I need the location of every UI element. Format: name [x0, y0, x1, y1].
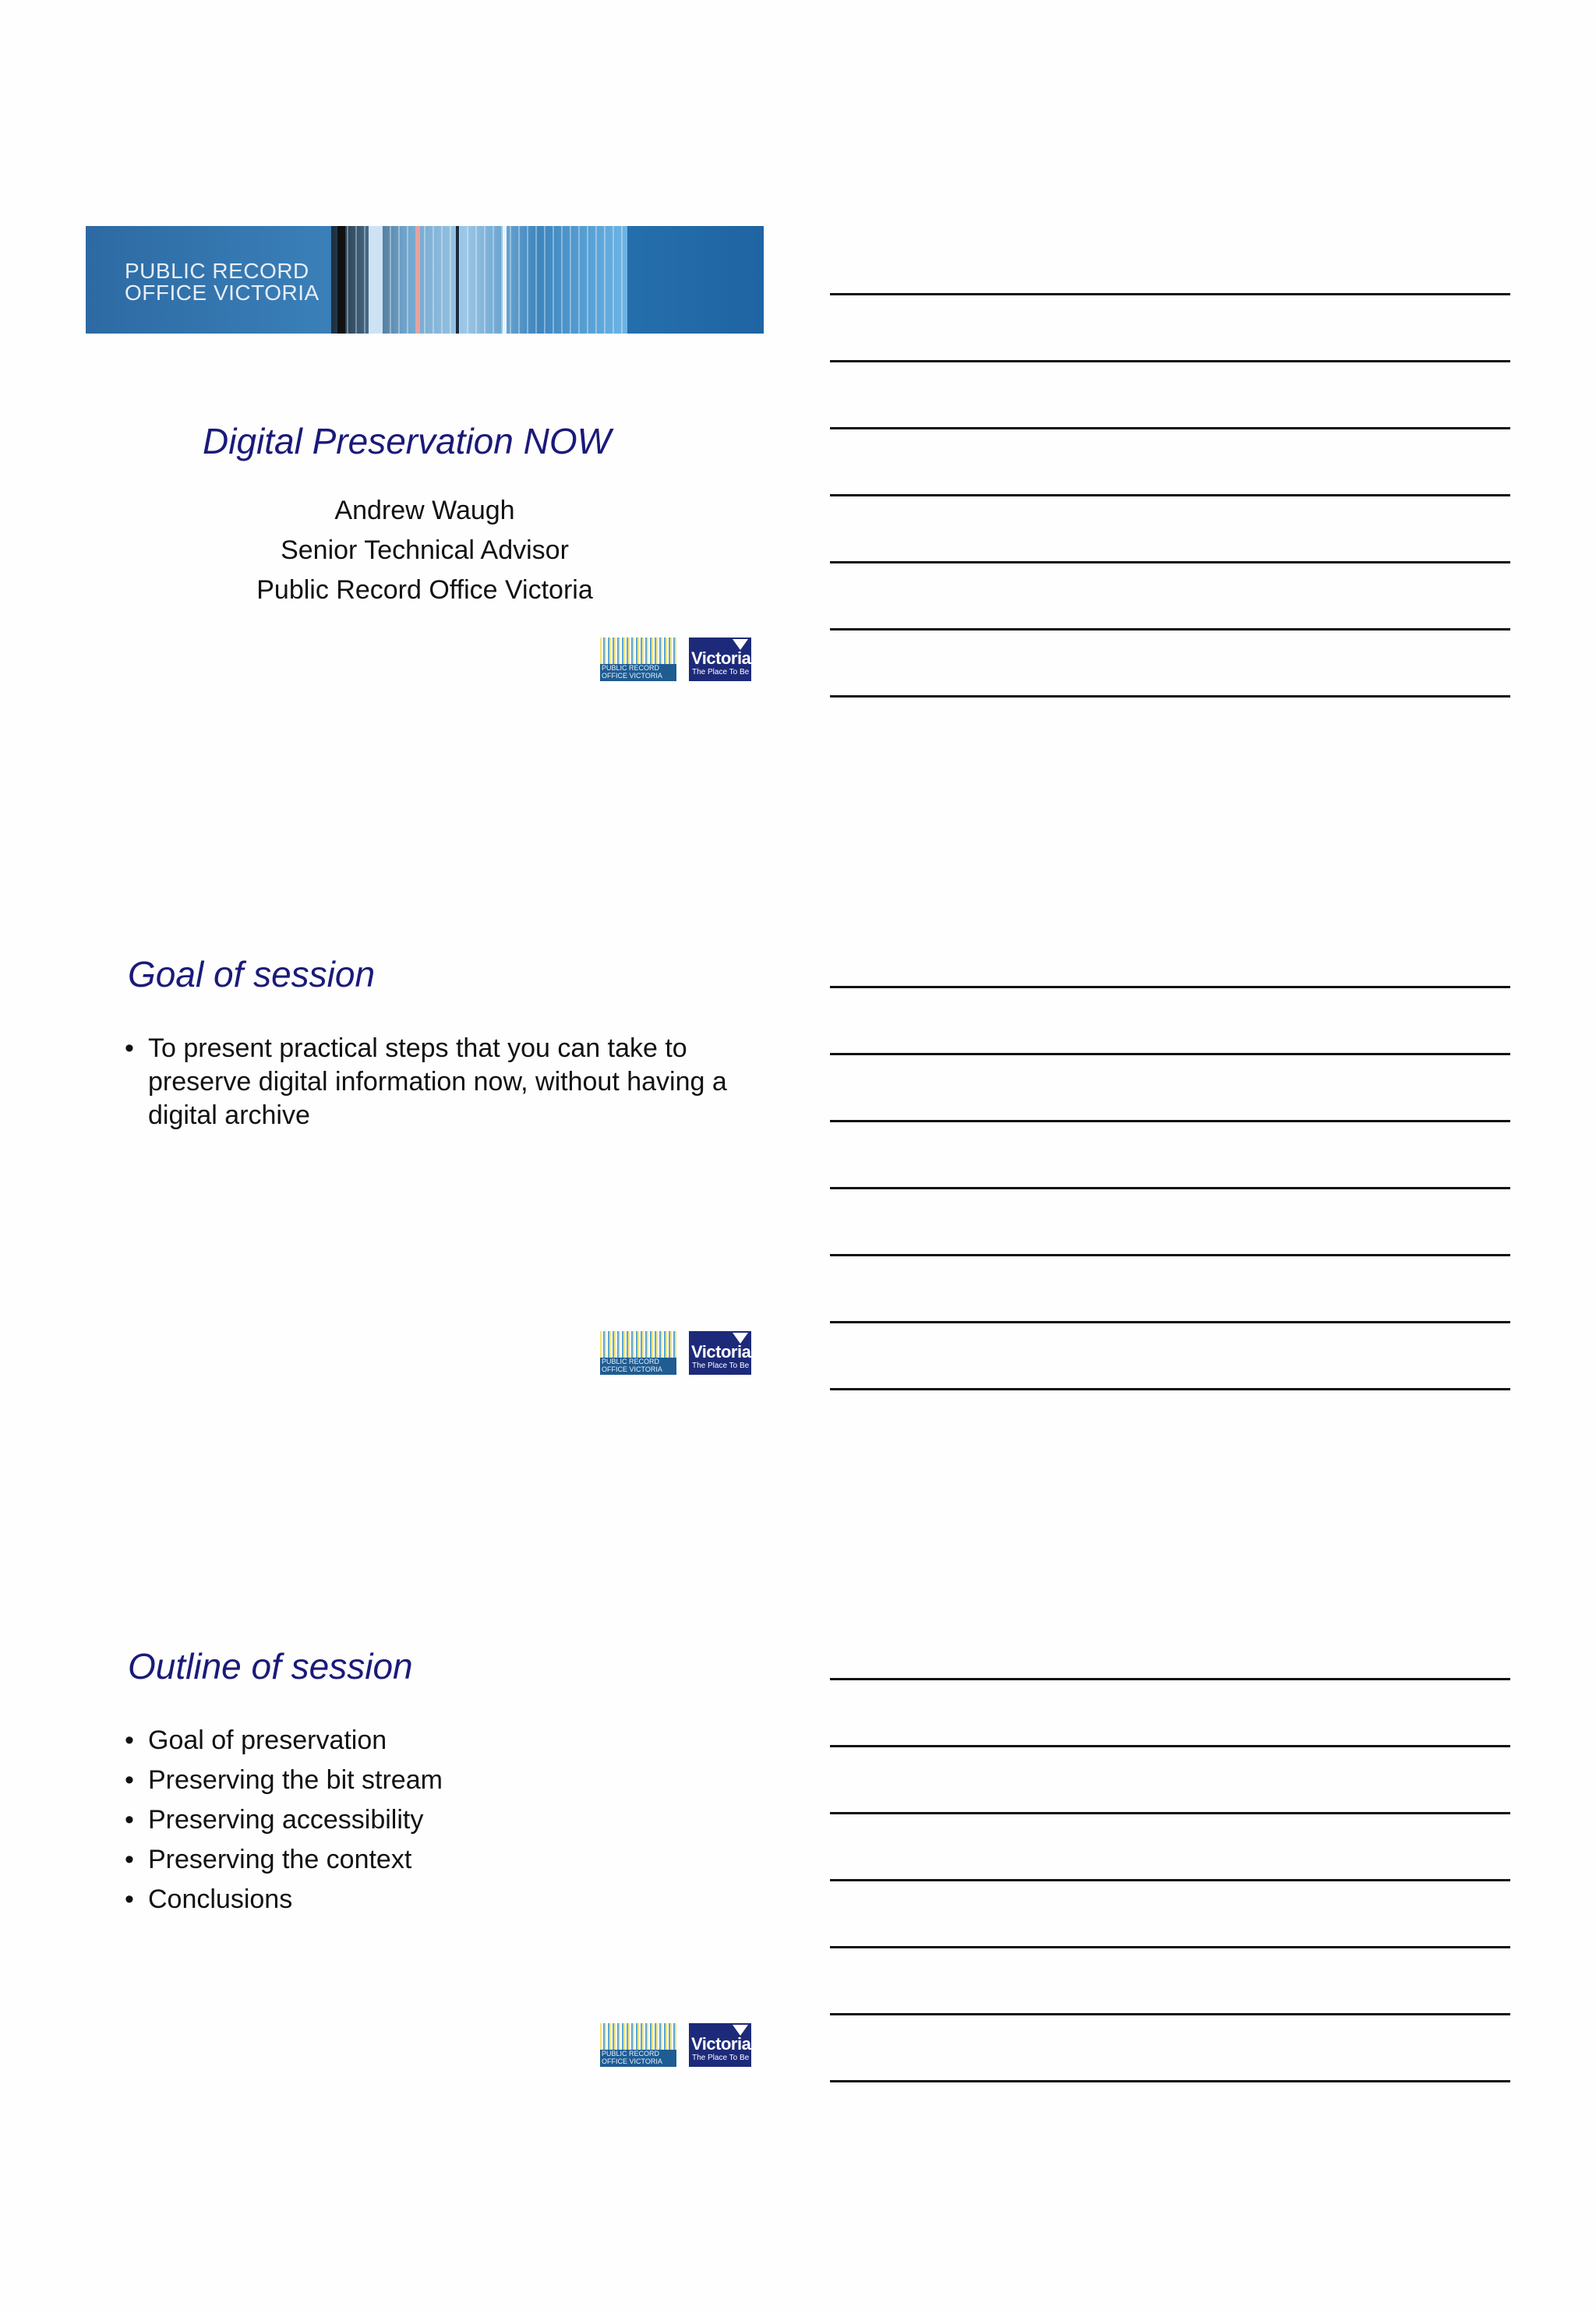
banner-line-2: OFFICE VICTORIA: [125, 281, 320, 305]
footer-logos: [600, 2023, 756, 2067]
notes-line: [830, 1321, 1510, 1323]
notes-line: [830, 695, 1510, 698]
pro-logo: [600, 2023, 676, 2067]
notes-line: [830, 1812, 1510, 1814]
bullet-icon: •: [125, 1805, 134, 1835]
notes-line: [830, 986, 1510, 988]
bullet-icon: •: [125, 1884, 134, 1914]
victoria-logo: [689, 2023, 751, 2067]
notes-line: [830, 1254, 1510, 1256]
banner-line-1: PUBLIC RECORD: [125, 259, 309, 283]
banner-org-name: [125, 260, 320, 304]
bullet-icon: •: [125, 1765, 134, 1795]
notes-line: [830, 561, 1510, 563]
notes-line: [830, 2080, 1510, 2082]
notes-line: [830, 628, 1510, 630]
victoria-logo-tagline: The Place To Be: [692, 1362, 750, 1370]
bullet-text: Preserving the bit stream: [148, 1765, 443, 1795]
presenter-name: Andrew Waugh: [334, 496, 515, 525]
pro-logo: [600, 638, 676, 681]
notes-line: [830, 494, 1510, 496]
bullet-list: [125, 1721, 733, 1920]
bullet-item: [125, 1800, 733, 1840]
bullet-item: [125, 1032, 733, 1132]
notes-line: [830, 1946, 1510, 1948]
bullet-text: To present practical steps that you can take to preserve digital information now, without having a digital archive: [148, 1033, 727, 1130]
bullet-icon: •: [125, 1033, 134, 1063]
presenter-org: Public Record Office Victoria: [256, 575, 593, 605]
notes-line: [830, 1120, 1510, 1122]
footer-logos: [600, 638, 756, 681]
victoria-logo: [689, 638, 751, 681]
victoria-logo-text: Victoria: [691, 648, 751, 668]
pro-logo-text: PUBLIC RECORD OFFICE VICTORIA: [602, 664, 662, 680]
slide-title: Goal of session: [128, 954, 376, 994]
bullet-item: [125, 1880, 733, 1920]
pro-logo-text: PUBLIC RECORD OFFICE VICTORIA: [602, 2050, 662, 2065]
victoria-logo-tagline: The Place To Be: [692, 668, 750, 676]
notes-line: [830, 360, 1510, 362]
bullet-item: [125, 1840, 733, 1880]
presenter-info: [86, 491, 764, 610]
pro-logo-text: PUBLIC RECORD OFFICE VICTORIA: [602, 1358, 662, 1373]
victoria-logo-tagline: The Place To Be: [692, 2054, 750, 2062]
notes-line: [830, 1879, 1510, 1881]
notes-line: [830, 2013, 1510, 2015]
bullet-icon: •: [125, 1725, 134, 1755]
presenter-role: Senior Technical Advisor: [281, 535, 569, 565]
banner-image-bar: [369, 226, 383, 334]
notes-line: [830, 1678, 1510, 1680]
bullet-text: Conclusions: [148, 1884, 293, 1914]
notes-line: [830, 293, 1510, 295]
footer-logos: [600, 1331, 756, 1375]
bullet-text: Preserving the context: [148, 1845, 412, 1874]
notes-line: [830, 1187, 1510, 1189]
notes-line: [830, 1745, 1510, 1747]
bullet-text: Preserving accessibility: [148, 1805, 424, 1835]
victoria-logo: [689, 1331, 751, 1375]
banner-image: [331, 226, 627, 334]
bullet-list: [125, 1032, 733, 1132]
notes-line: [830, 1388, 1510, 1390]
slide-1: [86, 226, 764, 740]
slide-title: Digital Preservation NOW: [203, 421, 612, 461]
slide-3: [86, 1612, 764, 2126]
banner-image-bar: [503, 226, 507, 334]
bullet-icon: •: [125, 1845, 134, 1874]
bullet-item: [125, 1761, 733, 1800]
notes-line: [830, 1053, 1510, 1055]
bullet-text: Goal of preservation: [148, 1725, 387, 1755]
banner-image-bar: [456, 226, 459, 334]
banner-image-bar: [337, 226, 345, 334]
pro-logo: [600, 1331, 676, 1375]
victoria-logo-text: Victoria: [691, 1342, 751, 1362]
banner-image-bar: [415, 226, 420, 334]
slide-2: [86, 920, 764, 1434]
slide-title: Outline of session: [128, 1646, 413, 1687]
slide-banner: [86, 226, 764, 334]
bullet-item: [125, 1721, 733, 1761]
notes-line: [830, 427, 1510, 429]
victoria-logo-text: Victoria: [691, 2034, 751, 2054]
